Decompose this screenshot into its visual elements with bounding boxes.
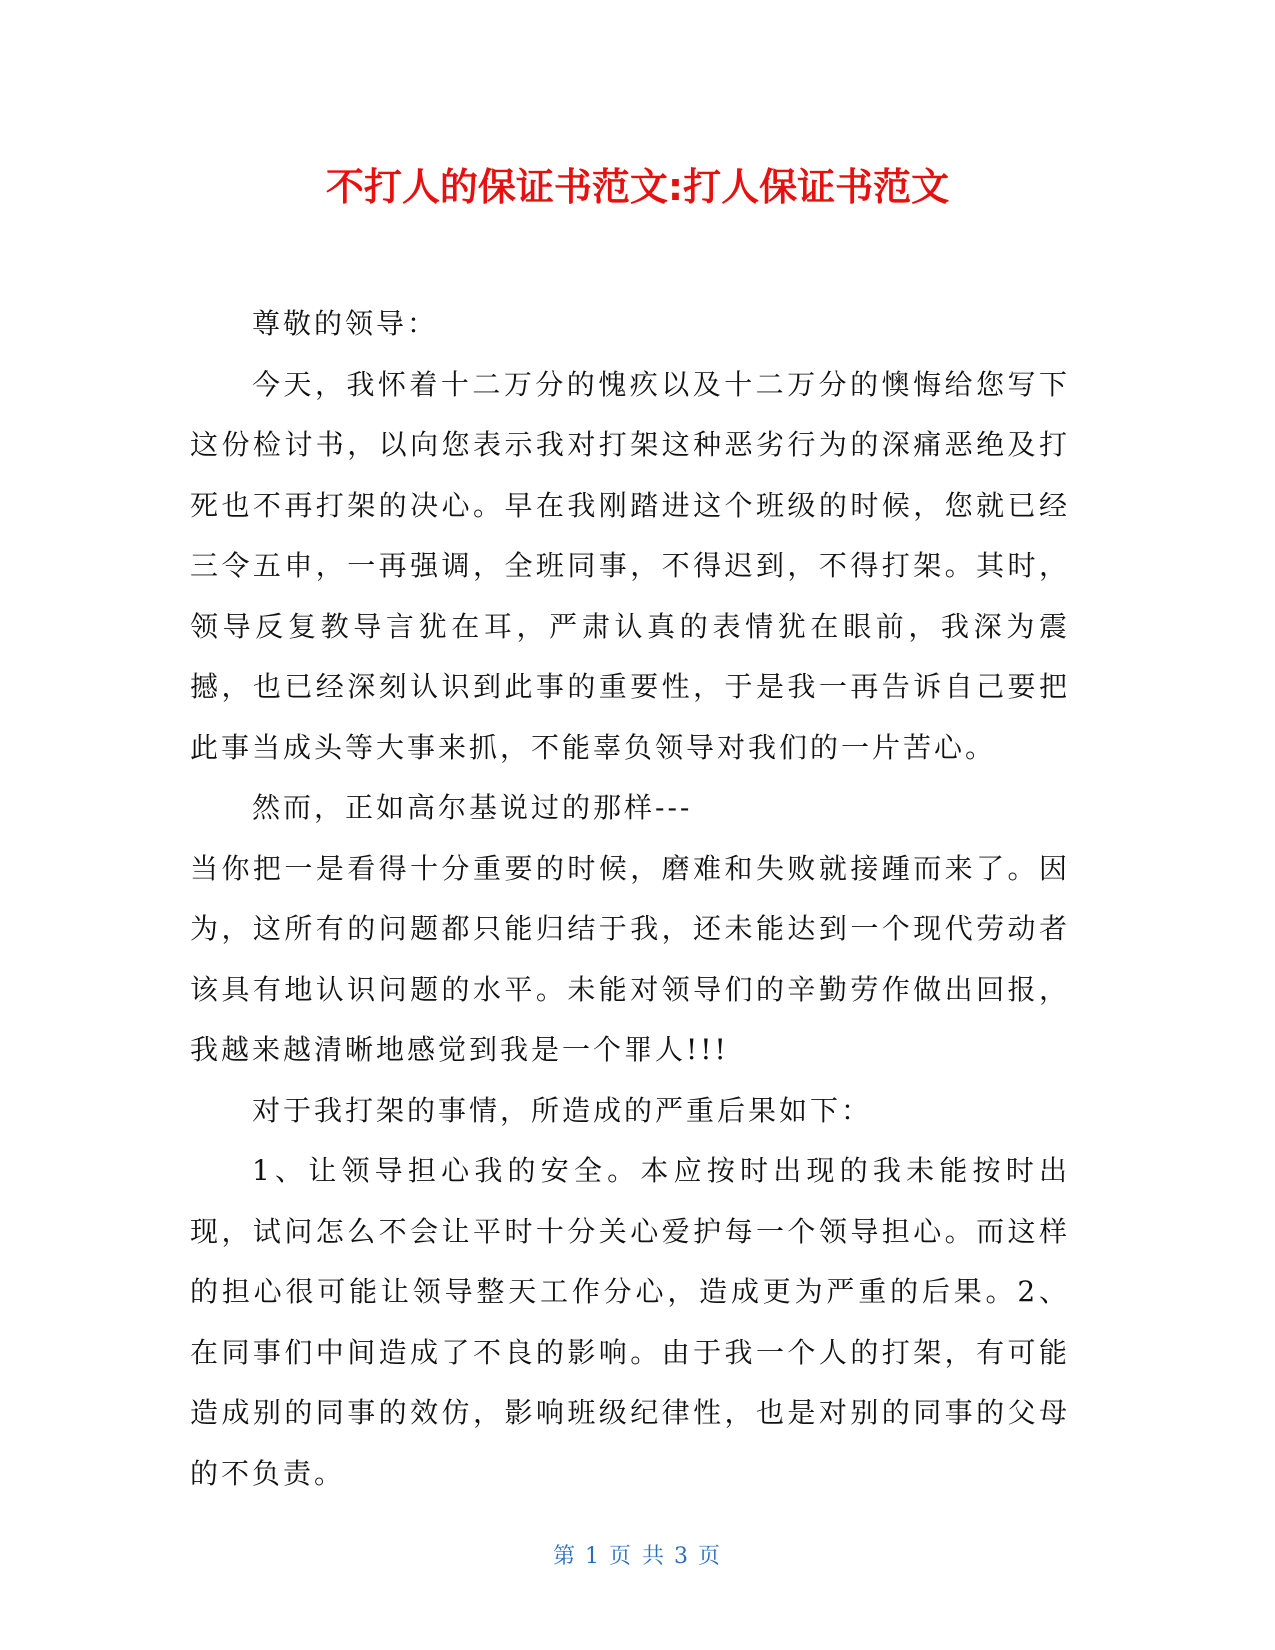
salutation: 尊敬的领导： — [252, 307, 439, 340]
paragraph-confession: 今天，我怀着十二万分的愧疚以及十二万分的懊悔给您写下这份检讨书，以向您表示我对打架这种恶劣行为的深痛恶绝及打死也不再打架的决心。早在我刚踏进这个班级的时候，您就已经三令五申，一再强调，全班同事，不得迟到，不得打架。其时，领导反复教导言犹在耳，严肃认真的表情犹在眼前，我深为震撼，也已经深刻认识到此事的重要性，于是我一再告诉自己要把此事当成头等大事来抓，不能辜负领导对我们的一片苦心。 — [190, 367, 1070, 764]
page-label-suffix: 页 — [698, 1544, 723, 1569]
document-title: 不打人的保证书范文:打人保证书范文 — [325, 165, 950, 209]
total-pages-number: 3 — [674, 1544, 690, 1569]
paragraph-consequences-list: 1、让领导担心我的安全。本应按时出现的我未能按时出现，试问怎么不会让平时十分关心爱护每一个领导担心。而这样的担心很可能让领导整天工作分心，造成更为严重的后果。2、在同事们中间造成了不良的影响。由于我一个人的打架，有可能造成别的同事的效仿，影响班级纪律性，也是对别的同事的父母的不负责。 — [190, 1154, 1070, 1490]
document-body — [190, 294, 1070, 1504]
page-label-prefix: 第 — [552, 1544, 577, 1569]
paragraph-consequences-intro: 对于我打架的事情，所造成的严重后果如下： — [252, 1093, 873, 1127]
current-page-number: 1 — [585, 1544, 601, 1569]
page-label-middle: 页 共 — [609, 1544, 666, 1569]
paragraph-gorky-quote-intro: 然而，正如高尔基说过的那样--- — [252, 791, 693, 824]
page-footer — [0, 1542, 1275, 1572]
paragraph-gorky-quote: 当你把一是看得十分重要的时候，磨难和失败就接踵而来了。因为，这所有的问题都只能归结于我，还未能达到一个现代劳动者该具有地认识问题的水平。未能对领导们的辛勤劳作做出回报，我越来越清晰地感觉到我是一个罪人!!! — [190, 851, 1070, 1066]
